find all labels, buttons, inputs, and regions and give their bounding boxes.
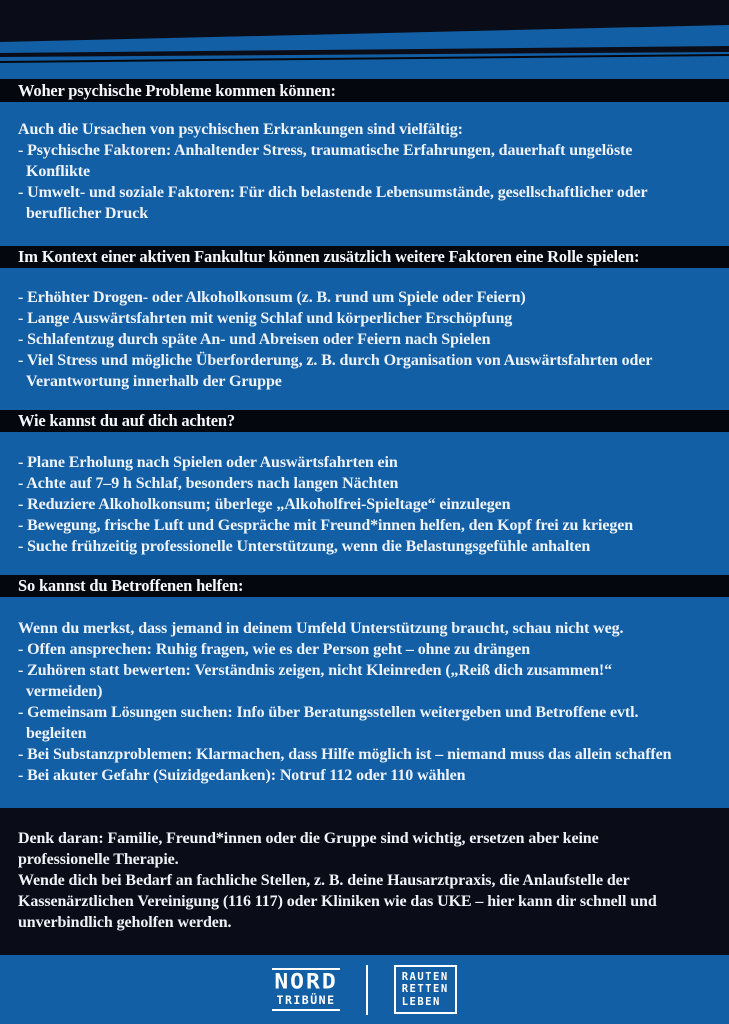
text-line: begleiten — [26, 725, 87, 742]
logo-divider — [366, 965, 368, 1015]
footer-logo-strip — [0, 955, 729, 1024]
section-body — [0, 432, 729, 575]
text-line: - Psychische Faktoren: Anhaltender Stress, traumatische Erfahrungen, dauerhaft ungelöste — [18, 142, 633, 159]
rauten-logo-text: LEBEN — [401, 995, 441, 1008]
section-heading: Im Kontext einer aktiven Fankultur können zusätzlich weitere Faktoren eine Rolle spielen: — [18, 247, 640, 266]
rauten-retten-leben-logo — [394, 965, 457, 1014]
text-line: Verantwortung innerhalb der Gruppe — [26, 373, 282, 390]
text-line: - Reduziere Alkoholkonsum; überlege „Alkoholfrei-Spieltage“ einzulegen — [18, 496, 511, 513]
text-line: - Schlafentzug durch späte An- und Abreisen oder Feiern nach Spielen — [18, 331, 491, 348]
section-heading: Wie kannst du auf dich achten? — [18, 411, 235, 430]
text-line: beruflicher Druck — [26, 205, 148, 222]
text-line: - Zuhören statt bewerten: Verständnis zeigen, nicht Kleinreden („Reiß dich zusammen!“ — [18, 662, 613, 679]
text-line: - Erhöhter Drogen- oder Alkoholkonsum (z. B. rund um Spiele oder Feiern) — [18, 289, 526, 306]
nordtribuene-logo-text: TRIBÜNE — [276, 993, 336, 1008]
section-body — [0, 102, 729, 246]
section-body — [0, 597, 729, 808]
text-line: - Bei akuter Gefahr (Suizidgedanken): Notruf 112 oder 110 wählen — [18, 767, 466, 784]
text-line: - Viel Stress und mögliche Überforderung, z. B. durch Organisation von Auswärtsfahrten oder — [18, 352, 653, 369]
text-line: Konflikte — [26, 163, 90, 180]
text-line: Auch die Ursachen von psychischen Erkrankungen sind vielfältig: — [18, 121, 463, 138]
closing-note — [0, 808, 729, 955]
text-line: - Bewegung, frische Luft und Gespräche mit Freund*innen helfen, den Kopf frei zu kriegen — [18, 517, 634, 534]
text-line: - Achte auf 7–9 h Schlaf, besonders nach langen Nächten — [18, 475, 399, 492]
text-line: - Offen ansprechen: Ruhig fragen, wie es der Person geht – ohne zu drängen — [18, 641, 530, 658]
text-line: Kassenärztlichen Vereinigung (116 117) oder Kliniken wie das UKE – hier kann dir schnell und — [18, 893, 657, 910]
section-header-bar — [0, 410, 729, 432]
text-line: vermeiden) — [26, 683, 103, 700]
text-line: - Bei Substanzproblemen: Klarmachen, dass Hilfe möglich ist – niemand muss das allein schaffen — [18, 746, 672, 763]
nordtribuene-logo-text: NORD — [274, 970, 338, 995]
section-heading: So kannst du Betroffenen helfen: — [18, 576, 244, 595]
text-line: - Gemeinsam Lösungen suchen: Info über Beratungsstellen weitergeben und Betroffene evtl. — [18, 704, 639, 721]
rauten-logo-text: RETTEN — [401, 983, 449, 996]
section-header-bar — [0, 79, 729, 102]
text-line: Wenn du merkst, dass jemand in deinem Umfeld Unterstützung braucht, schau nicht weg. — [18, 620, 624, 637]
text-line: - Suche frühzeitig professionelle Unterstützung, wenn die Belastungsgefühle anhalten — [18, 538, 591, 555]
text-line: unverbindlich geholfen werden. — [18, 914, 232, 931]
text-line: Denk daran: Familie, Freund*innen oder die Gruppe sind wichtig, ersetzen aber keine — [18, 830, 599, 847]
nordtribuene-logo — [272, 968, 339, 1011]
section-heading: Woher psychische Probleme kommen können: — [18, 80, 336, 100]
text-line: Wende dich bei Bedarf an fachliche Stellen, z. B. deine Hausarztpraxis, die Anlaufstelle der — [18, 872, 630, 889]
section-body — [0, 268, 729, 410]
text-line: professionelle Therapie. — [18, 851, 179, 868]
section-header-bar — [0, 575, 729, 597]
text-line: - Plane Erholung nach Spielen oder Auswärtsfahrten ein — [18, 454, 398, 471]
text-line: - Lange Auswärtsfahrten mit wenig Schlaf und körperlicher Erschöpfung — [18, 310, 513, 327]
section-header-bar — [0, 246, 729, 268]
text-line: - Umwelt- und soziale Faktoren: Für dich belastende Lebensumstände, gesellschaftlicher oder — [18, 184, 648, 201]
top-stripes-decoration — [0, 0, 729, 79]
rauten-logo-text: RAUTEN — [401, 970, 449, 983]
